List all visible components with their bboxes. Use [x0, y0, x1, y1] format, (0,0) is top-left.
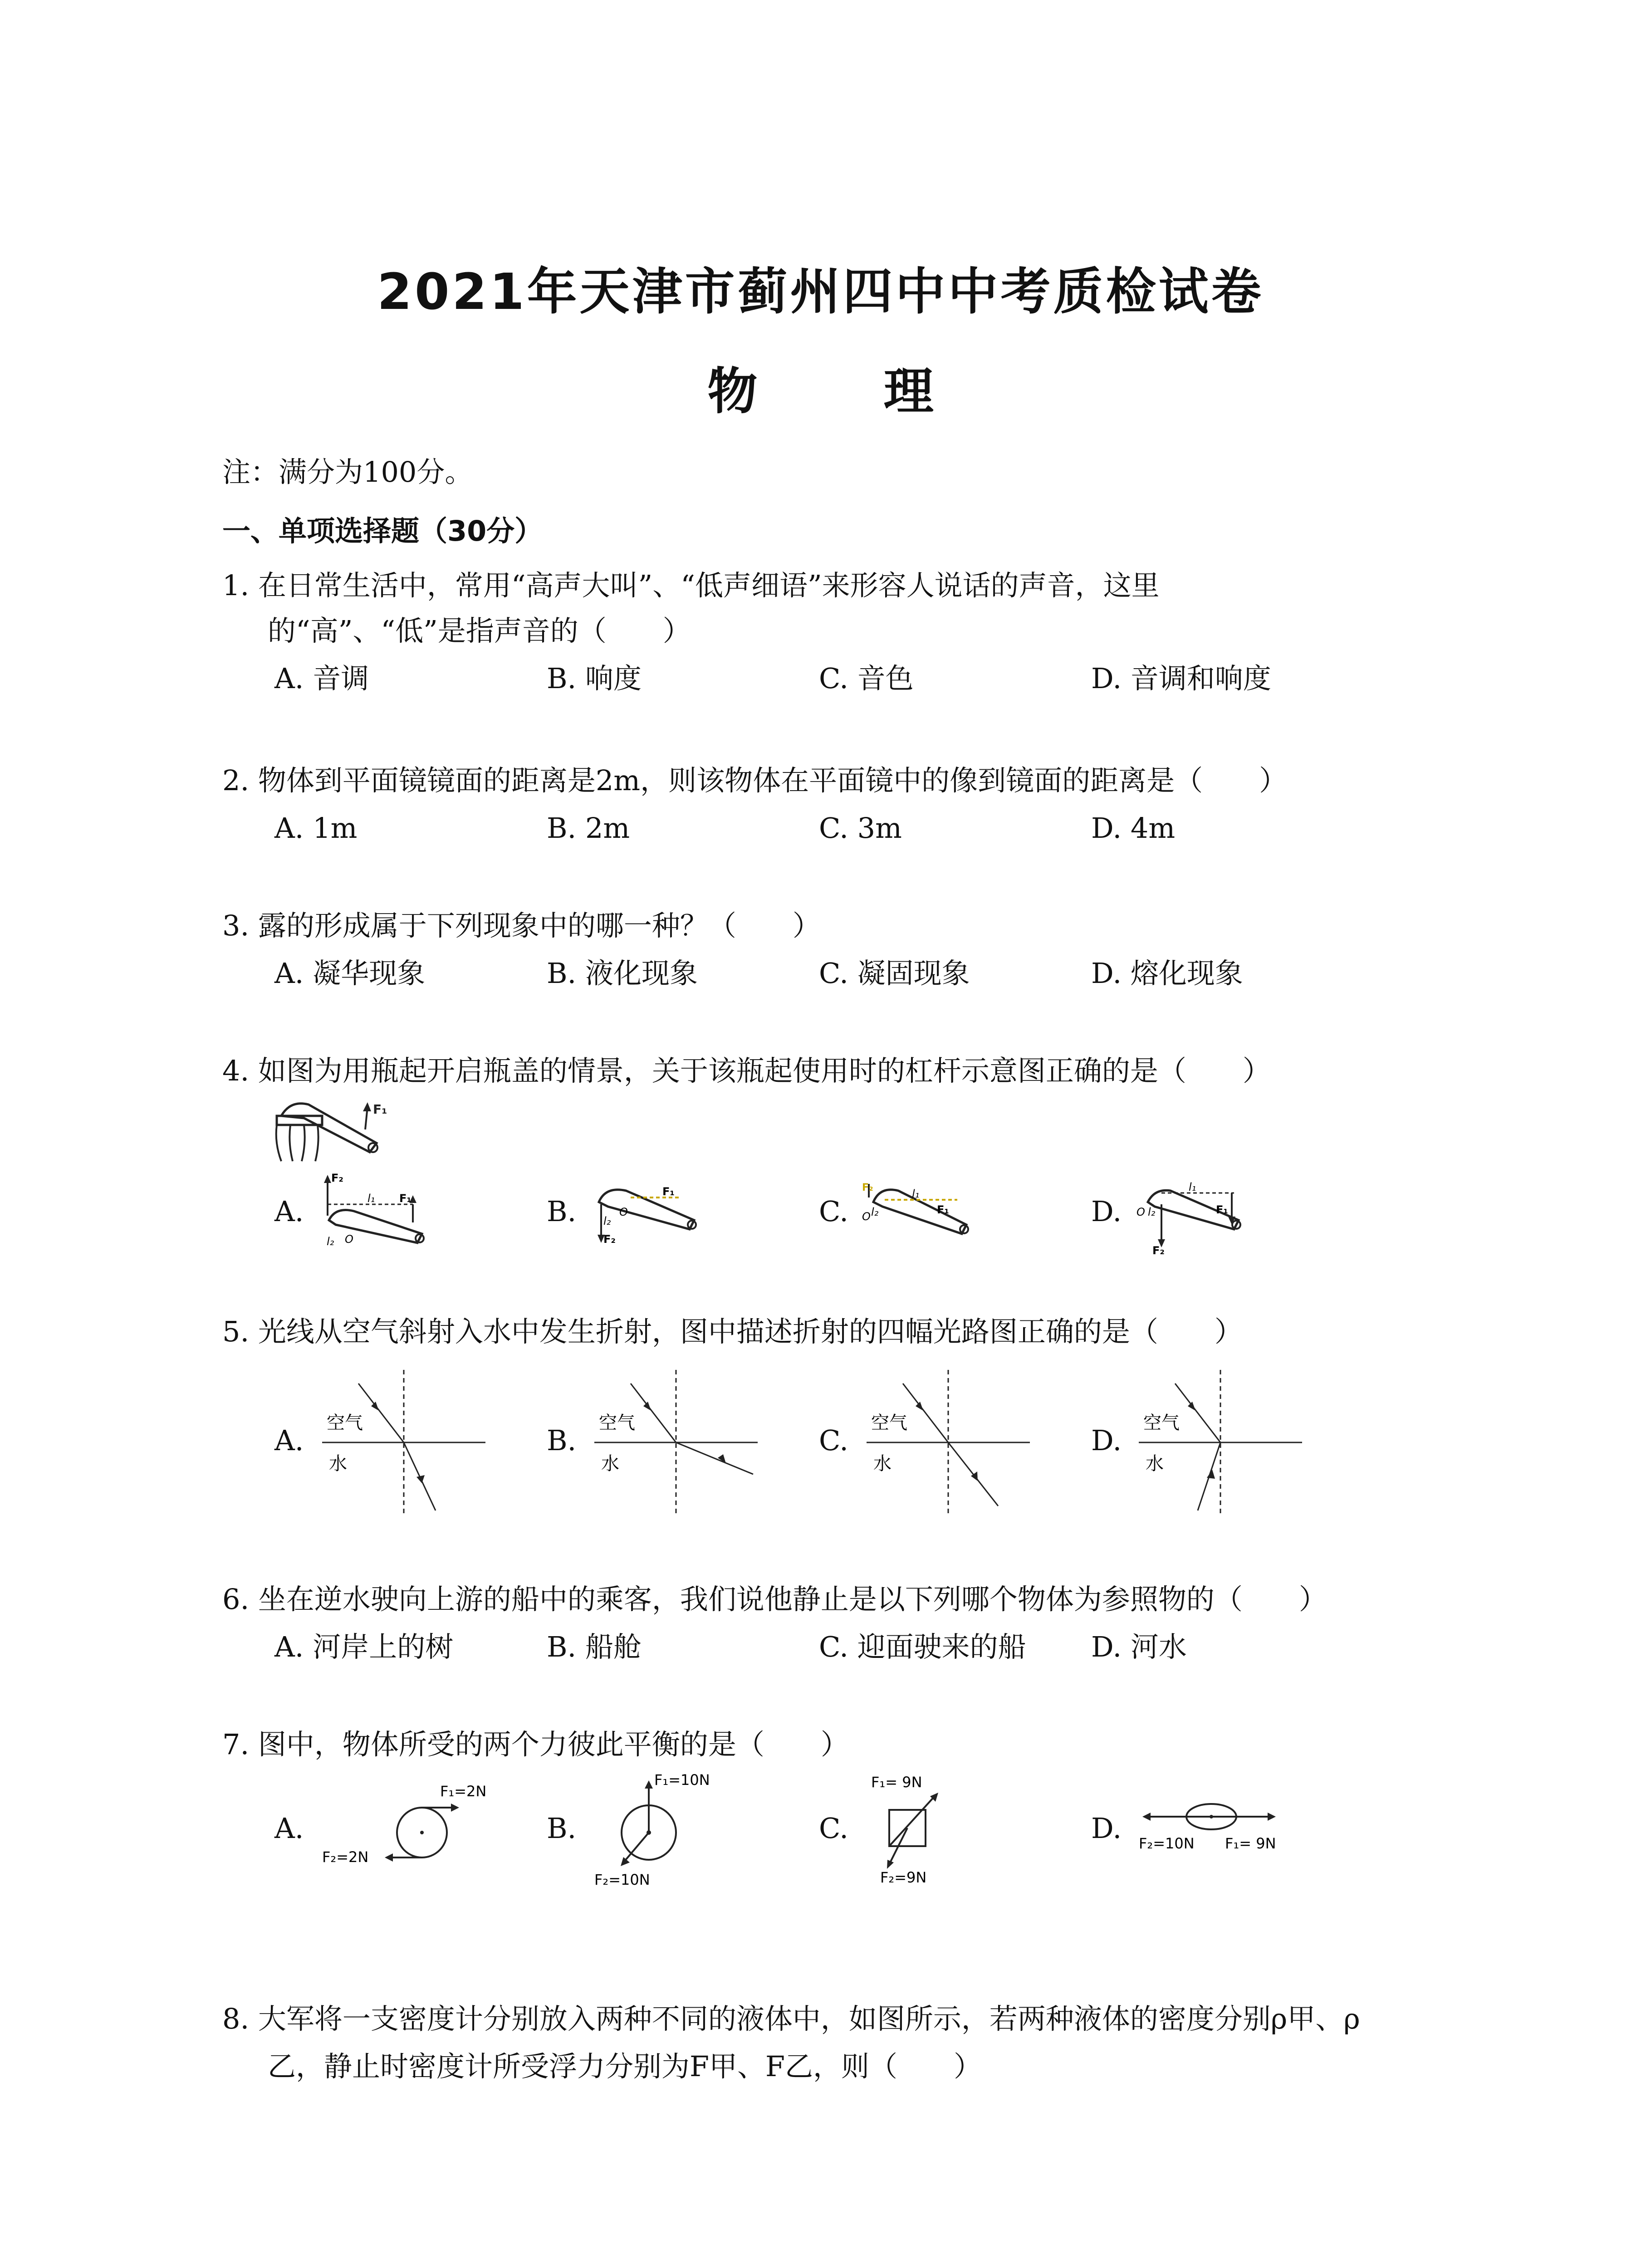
question-1-text: 1. 在日常生活中，常用“高声大叫”、“低声细语”来形容人说话的声音，这里 — [222, 569, 1160, 602]
q7c-f1: F₁= 9N — [871, 1774, 922, 1791]
question-8-text: 8. 大军将一支密度计分别放入两种不同的液体中，如图所示，若两种液体的密度分别ρ甲、ρ — [222, 2002, 1360, 2035]
q6-option-b[interactable]: B. 船舱 — [547, 1630, 642, 1663]
q3-option-c[interactable]: C. 凝固现象 — [819, 957, 970, 990]
q5-refraction-d — [1134, 1365, 1307, 1520]
q6-option-c[interactable]: C. 迎面驶来的船 — [819, 1630, 1026, 1663]
q4c-o: O — [862, 1210, 871, 1223]
q4-option-a[interactable]: A. — [274, 1195, 304, 1228]
q5-option-a[interactable]: A. — [274, 1424, 304, 1457]
exam-title: 2021年天津市蓟州四中中考质检试卷 — [377, 263, 1264, 321]
question-1-text-cont: 的“高”、“低”是指声音的（ ） — [268, 614, 691, 647]
q4b-f2: F₂ — [603, 1233, 616, 1246]
q5-option-c[interactable]: C. — [819, 1424, 848, 1457]
q4-lever-a — [318, 1170, 436, 1252]
question-6-text: 6. 坐在逆水驶向上游的船中的乘客，我们说他静止是以下列哪个物体为参照物的（ ） — [222, 1583, 1327, 1616]
question-2-text: 2. 物体到平面镜镜面的距离是2m，则该物体在平面镜中的像到镜面的距离是（ ） — [222, 764, 1288, 797]
q4c-l2: l₂ — [871, 1206, 879, 1218]
q4d-f1: F₁ — [1216, 1203, 1228, 1216]
q7-force-a — [318, 1774, 508, 1878]
q5d-water: 水 — [1146, 1453, 1164, 1474]
q4d-o: O — [1136, 1206, 1145, 1218]
q4a-l1: l₁ — [367, 1192, 375, 1205]
q2-option-d[interactable]: D. 4m — [1091, 811, 1176, 845]
q1-option-c[interactable]: C. 音色 — [819, 662, 914, 695]
q7a-f2: F₂=2N — [322, 1848, 369, 1866]
q4c-f1: F₁ — [937, 1203, 949, 1216]
q4a-o: O — [345, 1233, 353, 1246]
q5c-air: 空气 — [871, 1413, 907, 1433]
question-3-text: 3. 露的形成属于下列现象中的哪一种？（ ） — [222, 909, 821, 942]
q4a-f1: F₁ — [399, 1192, 411, 1205]
q5c-water: 水 — [873, 1453, 892, 1474]
q7-force-c — [862, 1769, 1007, 1887]
section-heading: 一、单项选择题（30分） — [222, 514, 543, 547]
q4a-l2: l₂ — [327, 1235, 334, 1248]
q7-force-d — [1134, 1796, 1298, 1855]
q4-option-d[interactable]: D. — [1091, 1195, 1122, 1228]
q7b-f1: F₁=10N — [654, 1771, 710, 1789]
q5d-air: 空气 — [1143, 1413, 1180, 1433]
q1-option-a[interactable]: A. 音调 — [274, 662, 369, 695]
q4d-l2: l₂ — [1148, 1206, 1156, 1218]
q7d-f1: F₁= 9N — [1225, 1835, 1276, 1852]
q5-refraction-b — [590, 1365, 762, 1520]
q5-refraction-c — [862, 1365, 1034, 1520]
q7-force-b — [590, 1765, 735, 1892]
q7-option-b[interactable]: B. — [547, 1812, 577, 1845]
q7-option-a[interactable]: A. — [274, 1812, 304, 1845]
question-4-text: 4. 如图为用瓶起开启瓶盖的情景，关于该瓶起使用时的杠杆示意图正确的是（ ） — [222, 1054, 1271, 1087]
q1-option-d[interactable]: D. 音调和响度 — [1091, 662, 1271, 695]
q5a-air: 空气 — [327, 1413, 363, 1433]
q4-option-c[interactable]: C. — [819, 1195, 848, 1228]
bottle-opener-figure — [272, 1098, 390, 1166]
q4b-f1: F₁ — [662, 1185, 675, 1198]
q4a-f2: F₂ — [331, 1172, 343, 1184]
q4c-l1: l₁ — [912, 1188, 920, 1200]
q3-option-d[interactable]: D. 熔化现象 — [1091, 957, 1243, 990]
q6-option-a[interactable]: A. 河岸上的树 — [274, 1630, 454, 1663]
q7-option-d[interactable]: D. — [1091, 1812, 1122, 1845]
question-5-text: 5. 光线从空气斜射入水中发生折射，图中描述折射的四幅光路图正确的是（ ） — [222, 1315, 1243, 1348]
q2-option-c[interactable]: C. 3m — [819, 811, 902, 845]
q5b-air: 空气 — [599, 1413, 635, 1433]
q2-option-b[interactable]: B. 2m — [547, 811, 630, 845]
q4-lever-b — [590, 1179, 708, 1252]
q4d-f2: F₂ — [1152, 1244, 1165, 1256]
f1-label: F₁ — [373, 1102, 387, 1117]
q5-option-b[interactable]: B. — [547, 1424, 577, 1457]
q3-option-b[interactable]: B. 液化现象 — [547, 957, 698, 990]
q4b-l2: l₂ — [603, 1215, 611, 1227]
q7a-f1: F₁=2N — [440, 1783, 487, 1800]
exam-subject: 物 理 — [707, 362, 988, 420]
q5b-water: 水 — [601, 1453, 619, 1474]
q4d-l1: l₁ — [1189, 1181, 1196, 1193]
q5a-water: 水 — [329, 1453, 347, 1474]
q4-lever-d — [1134, 1179, 1252, 1256]
q4b-o: O — [619, 1206, 628, 1218]
question-8-text-cont: 乙，静止时密度计所受浮力分别为F甲、F乙，则（ ） — [268, 2050, 982, 2083]
q7d-f2: F₂=10N — [1139, 1835, 1195, 1852]
q4-option-b[interactable]: B. — [547, 1195, 577, 1228]
q4-lever-c — [862, 1179, 980, 1252]
q5-option-d[interactable]: D. — [1091, 1424, 1122, 1457]
q7c-f2: F₂=9N — [880, 1869, 927, 1886]
score-note: 注：满分为100分。 — [222, 455, 473, 489]
q4c-f2: F₂ — [862, 1182, 873, 1193]
q6-option-d[interactable]: D. 河水 — [1091, 1630, 1187, 1663]
q5-refraction-a — [318, 1365, 490, 1520]
q3-option-a[interactable]: A. 凝华现象 — [274, 957, 426, 990]
question-7-text: 7. 图中，物体所受的两个力彼此平衡的是（ ） — [222, 1728, 849, 1761]
q7-option-c[interactable]: C. — [819, 1812, 848, 1845]
q2-option-a[interactable]: A. 1m — [274, 811, 358, 845]
q1-option-b[interactable]: B. 响度 — [547, 662, 642, 695]
q7b-f2: F₂=10N — [594, 1871, 650, 1888]
